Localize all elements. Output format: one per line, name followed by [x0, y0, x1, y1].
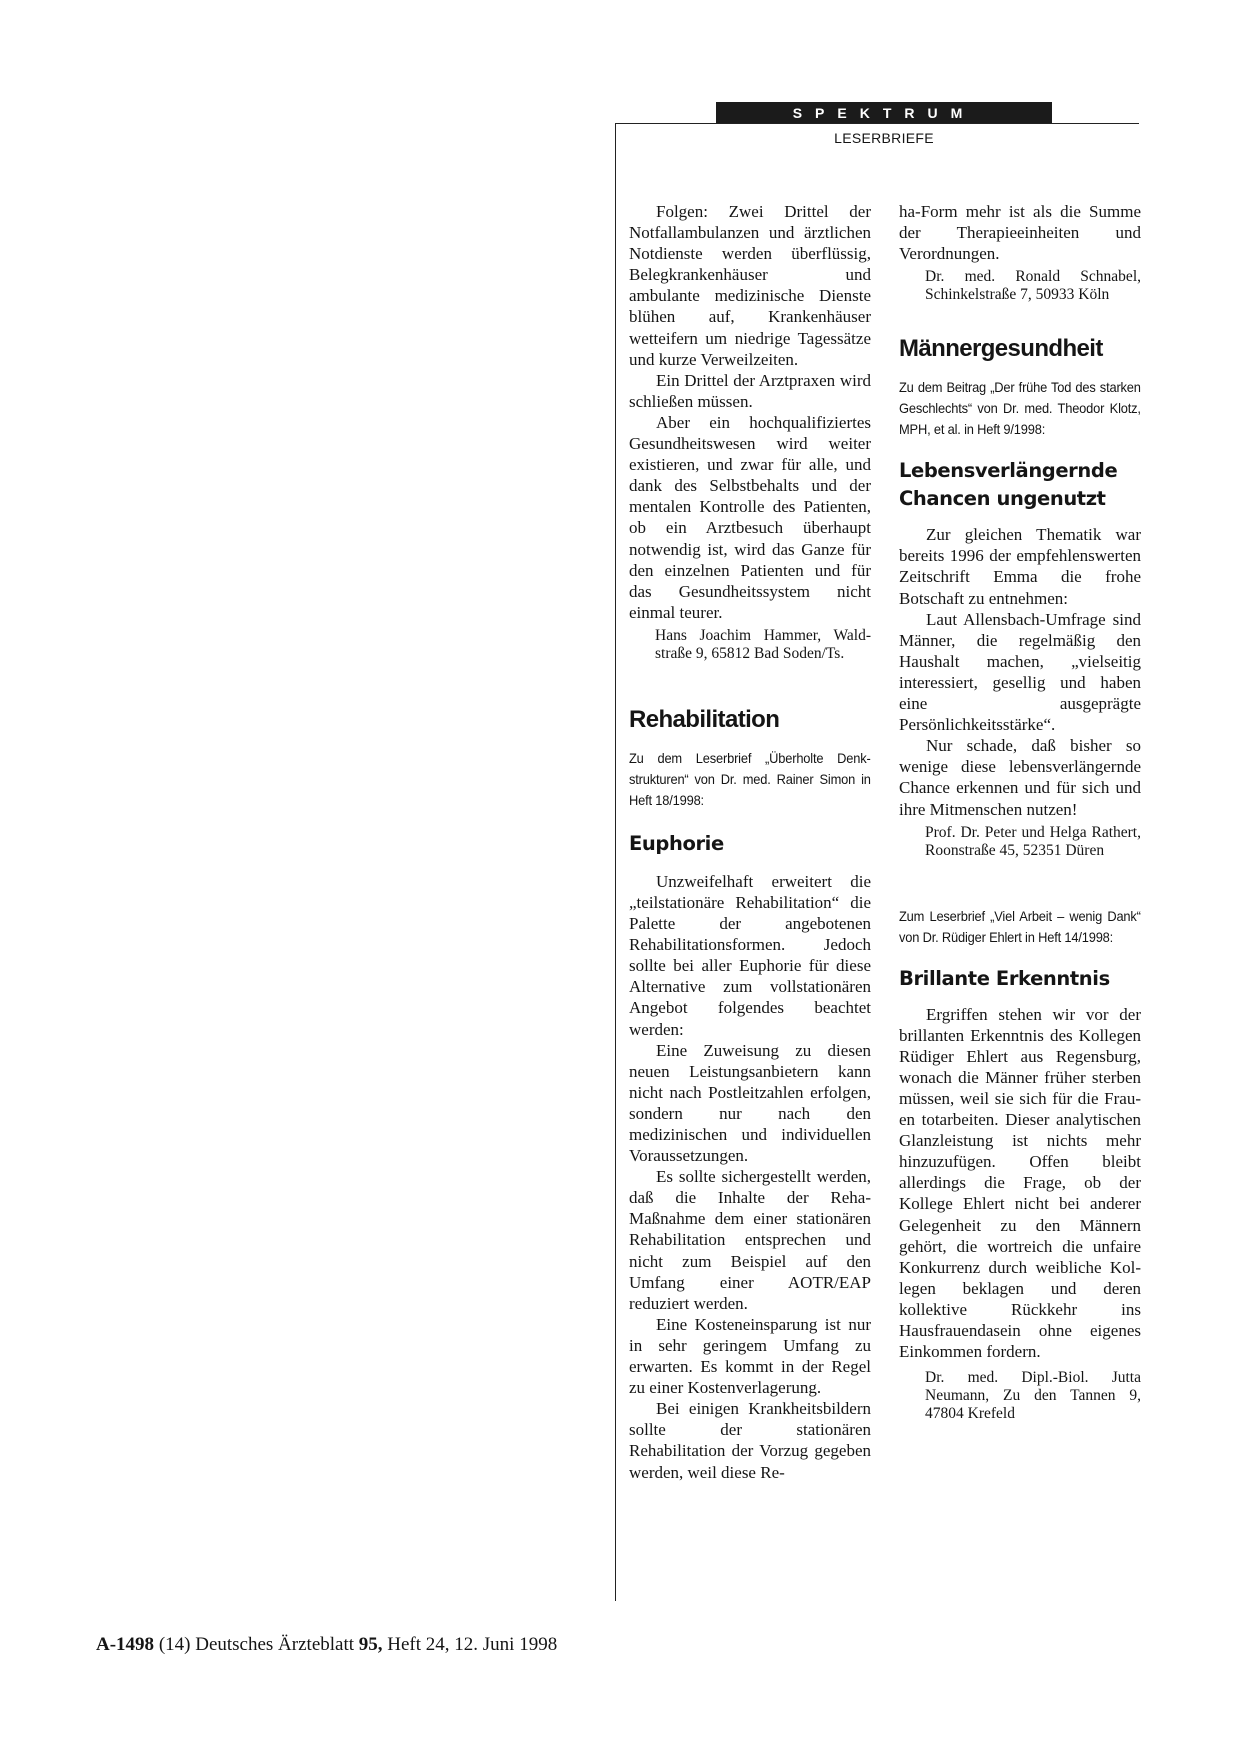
paragraph: Unzweifelhaft erweitert die „teilstationäre Rehabilitation“ die Palette der angebotenen Rehabilitationsformen. Jedoch sollte bei aller Euphorie für diese Alternative zum vollstationären Angebot folgendes beachtet werden: [629, 871, 871, 1039]
paragraph: Nur schade, daß bisher so wenige diese lebensverlängernde Chance erkennen und für sich und ihre Mitmenschen nutzen! [899, 736, 1141, 819]
paragraph: Es sollte sichergestellt werden, daß die Inhalte der Reha-Maßnahme dem einer stationären Rehabilitation entsprechen und nicht zum Beispiel auf den Umfang einer AOTR/EAP reduziert werden. [629, 1167, 871, 1313]
letter-headline: Brillante Erkenntnis [899, 966, 1110, 990]
letter-body [629, 871, 871, 1483]
article-reference: Zu dem Leserbrief „Überholte Denkstrukturen“ von Dr. med. Rainer Simon in Heft 18/1998: [629, 749, 871, 808]
paragraph: Zur gleichen Thematik war bereits 1996 der empfehlenswerten Zeitschrift Emma die frohe Botschaft zu entnehmen: [899, 525, 1141, 608]
section-banner: SPEKTRUM [716, 102, 1052, 124]
volume-number: 95, [358, 1634, 383, 1655]
paragraph: Laut Allensbach-Umfrage sind Männer, die regelmäßig den Haushalt machen, „vielseitig interessiert, gesellig und haben eine ausgeprägte Persönlichkeitsstärke“. [899, 609, 1141, 735]
issue-date: Heft 24, 12. Juni 1998 [387, 1634, 558, 1655]
author-signature: Dr. med. Dipl.-Biol. Jutta Neumann, Zu den Tannen 9, 47804 Krefeld [925, 1369, 1141, 1423]
article-reference: Zum Leserbrief „Viel Arbeit – wenig Dank“ von Dr. Rüdiger Ehlert in Heft 14/1998: [899, 907, 1141, 945]
paragraph: Ergriffen stehen wir vor der brillanten Erkenntnis des Kollegen Rüdiger Ehlert aus Regensburg, wonach die Männer früher sterben müssen, weil sie sich für die Frauen totarbeiten. Dieser analytischen Glanzleistung ist nichts mehr hinzuzufügen. Offen bleibt allerdings die Frage, ob der Kollege Ehlert nicht bei anderer Gelegenheit zu den Männern gehört, die wortreich die unfaire Konkurrenz durch weibliche Kollegen beklagen und deren kollektive Rückkehr ins Hausfrauendasein ohne eigenes Einkommen fordern. [899, 1004, 1141, 1362]
author-signature: Hans Joachim Hammer, Waldstraße 9, 65812 Bad Soden/Ts. [655, 626, 871, 662]
column-rule [615, 123, 616, 1601]
paragraph: Eine Kosteneinsparung ist nur in sehr geringem Umfang zu erwarten. Es kommt in der Regel zu einer Kostenverlagerung. [629, 1314, 871, 1398]
letter-body [899, 1004, 1141, 1363]
author-signature: Dr. med. Ronald Schnabel, Schinkelstraße 7, 50933 Köln [925, 268, 1141, 304]
paragraph: Ein Drittel der Arztpraxen wird schließen müssen. [629, 370, 871, 411]
header-rule [616, 123, 1139, 124]
column-right [899, 201, 1141, 1423]
article-reference: Zu dem Beitrag „Der frühe Tod des starken Geschlechts“ von Dr. med. Theodor Klotz, MPH, et al. in Heft 9/1998: [899, 379, 1141, 438]
section-subtitle: LESERBRIEFE [834, 130, 934, 146]
page-number: A-1498 [96, 1634, 155, 1655]
letter-headline: Lebensverlängernde Chancen ungenutzt [899, 459, 1118, 511]
rubric-title: Männergesundheit [899, 335, 1103, 363]
rubric-title: Rehabilitation [629, 705, 780, 733]
letter-headline: Euphorie [629, 831, 724, 855]
page-footer [96, 1634, 557, 1656]
paragraph: Aber ein hochqualifiziertes Gesundheitswesen wird weiter existieren, und zwar für alle, und dank des Selbstbehalts und der mentalen Kontrolle des Patienten, ob ein Arztbesuch überhaupt notwendig ist, wird das Ganze für den einzelnen Patienten und für das Gesundheitssystem nicht einmal teurer. [629, 412, 871, 622]
paragraph: ha-Form mehr ist als die Summe der Therapieeinheiten und Verordnungen. [899, 202, 1141, 264]
paragraph: Bei einigen Krankheitsbildern sollte der stationären Rehabilitation der Vorzug gegeben werden, weil diese Re- [629, 1399, 871, 1482]
paragraph: Eine Zuweisung zu diesen neuen Leistungsanbietern kann nicht nach Postleitzahlen erfolgen, sondern nur nach den medizinischen und individuellen Voraussetzungen. [629, 1040, 871, 1166]
journal-issue: (14) Deutsches Ärzteblatt [158, 1634, 355, 1655]
column-left [629, 201, 871, 1483]
paragraph: Folgen: Zwei Drittel der Notfallambulanzen und ärztlichen Notdienste werden überflüssig, Belegkrankenhäuser und ambulante medizinische Dienste blühen auf, Krankenhäuser wetteifern um niedrige Tagessätze und kurze Verweilzeiten. [629, 202, 871, 369]
author-signature: Prof. Dr. Peter und Helga Rathert, Roonstraße 45, 52351 Düren [925, 823, 1141, 859]
letter-body [899, 524, 1141, 819]
